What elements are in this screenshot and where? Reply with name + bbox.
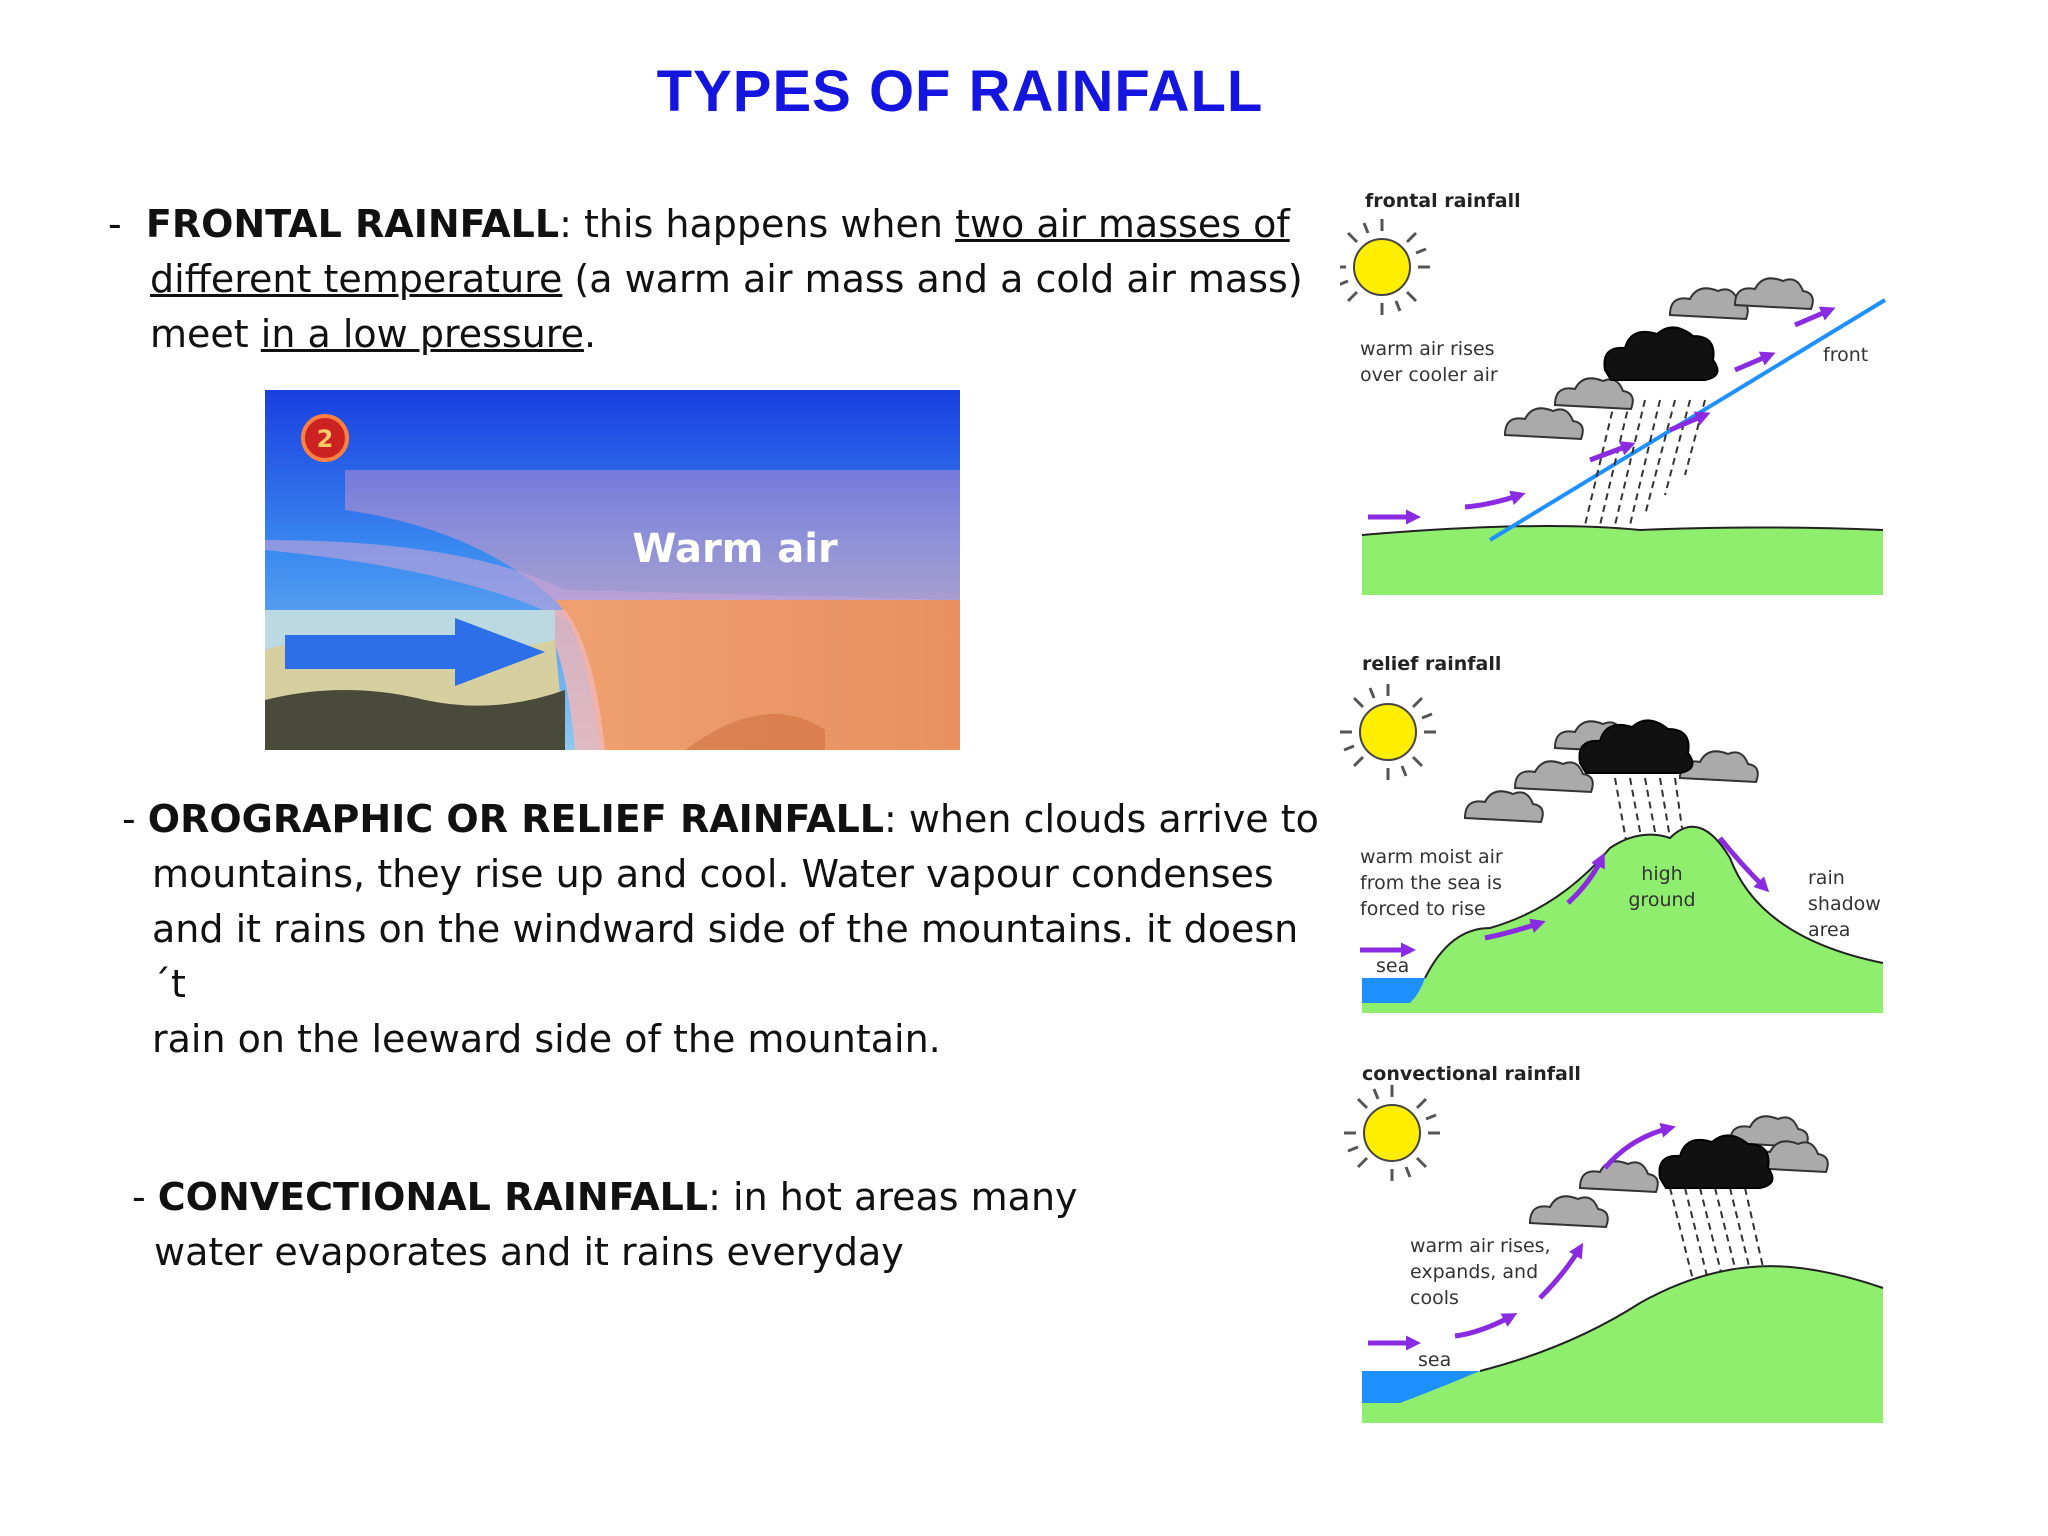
frontal-text-4: . bbox=[583, 312, 597, 356]
warm-air-photo bbox=[265, 390, 960, 750]
relief-label-high-b: ground bbox=[1628, 889, 1696, 911]
relief-label-c: forced to rise bbox=[1360, 898, 1486, 920]
relief-label-high-a: high bbox=[1641, 863, 1683, 885]
frontal-rainfall-paragraph bbox=[108, 197, 1308, 362]
orographic-line-2: mountains, they rise up and cool. Water vapour condenses bbox=[152, 852, 1274, 896]
frontal-underline-1: two air masses of bbox=[955, 202, 1290, 246]
ground bbox=[1362, 526, 1883, 595]
orographic-line-1: : when clouds arrive to bbox=[884, 797, 1319, 841]
bullet: - bbox=[122, 797, 148, 841]
convectional-heading: CONVECTIONAL RAINFALL bbox=[157, 1175, 709, 1219]
cloud-icon bbox=[1505, 408, 1583, 439]
relief-label-rain-b: shadow bbox=[1808, 893, 1881, 915]
frontal-text-2: (a warm air mass and a cold air mass) bbox=[562, 257, 1303, 301]
convectional-rainfall-paragraph bbox=[132, 1170, 1132, 1280]
convectional-rainfall-diagram bbox=[1340, 1058, 1900, 1428]
cloud-icon bbox=[1580, 1161, 1658, 1192]
convectional-line-2: water evaporates and it rains everyday bbox=[154, 1230, 904, 1274]
photo-label: Warm air bbox=[632, 526, 838, 572]
relief-label-b: from the sea is bbox=[1360, 872, 1502, 894]
frontal-text: : this happens when bbox=[559, 202, 956, 246]
relief-label-sea: sea bbox=[1376, 955, 1410, 977]
photo-badge: 2 bbox=[316, 425, 334, 453]
relief-label-rain-a: rain bbox=[1808, 867, 1845, 889]
frontal-rainfall-diagram bbox=[1340, 185, 1900, 605]
relief-rainfall-diagram bbox=[1340, 648, 1900, 1018]
cloud-icon bbox=[1555, 378, 1633, 409]
cloud-icon bbox=[1735, 278, 1813, 309]
orographic-line-4: rain on the leeward side of the mountain. bbox=[152, 1017, 941, 1061]
convectional-diagram-title: convectional rainfall bbox=[1362, 1063, 1581, 1085]
sun-icon bbox=[1344, 1085, 1440, 1181]
convectional-label-sea: sea bbox=[1418, 1349, 1452, 1371]
cloud-icon bbox=[1465, 791, 1543, 822]
orographic-rainfall-paragraph bbox=[122, 792, 1322, 1067]
rain-cloud-icon bbox=[1604, 327, 1717, 380]
orographic-line-3: and it rains on the windward side of the mountains. it doesn´t bbox=[152, 907, 1299, 1006]
frontal-label-b: over cooler air bbox=[1360, 364, 1498, 386]
frontal-label-front: front bbox=[1823, 344, 1869, 366]
frontal-diagram-title: frontal rainfall bbox=[1365, 190, 1521, 212]
frontal-heading: FRONTAL RAINFALL bbox=[145, 202, 560, 246]
relief-label-a: warm moist air bbox=[1360, 846, 1503, 868]
relief-diagram-title: relief rainfall bbox=[1362, 653, 1502, 675]
page-title: TYPES OF RAINFALL bbox=[656, 59, 1264, 124]
convectional-label-b: expands, and bbox=[1410, 1261, 1539, 1283]
relief-label-rain-c: area bbox=[1808, 919, 1851, 941]
frontal-underline-3: in a low pressure bbox=[260, 312, 584, 356]
convectional-label-a: warm air rises, bbox=[1410, 1235, 1551, 1257]
convectional-label-c: cools bbox=[1410, 1287, 1459, 1309]
frontal-text-3: meet bbox=[150, 312, 261, 356]
orographic-heading: OROGRAPHIC OR RELIEF RAINFALL bbox=[147, 797, 884, 841]
bullet: - bbox=[108, 202, 122, 246]
sun-icon bbox=[1340, 219, 1430, 315]
convectional-line-1: : in hot areas many bbox=[708, 1175, 1078, 1219]
frontal-underline-2: different temperature bbox=[150, 257, 563, 301]
frontal-label-a: warm air rises bbox=[1360, 338, 1495, 360]
cloud-icon bbox=[1530, 1196, 1608, 1227]
bullet: - bbox=[132, 1175, 158, 1219]
sun-icon bbox=[1340, 684, 1436, 780]
